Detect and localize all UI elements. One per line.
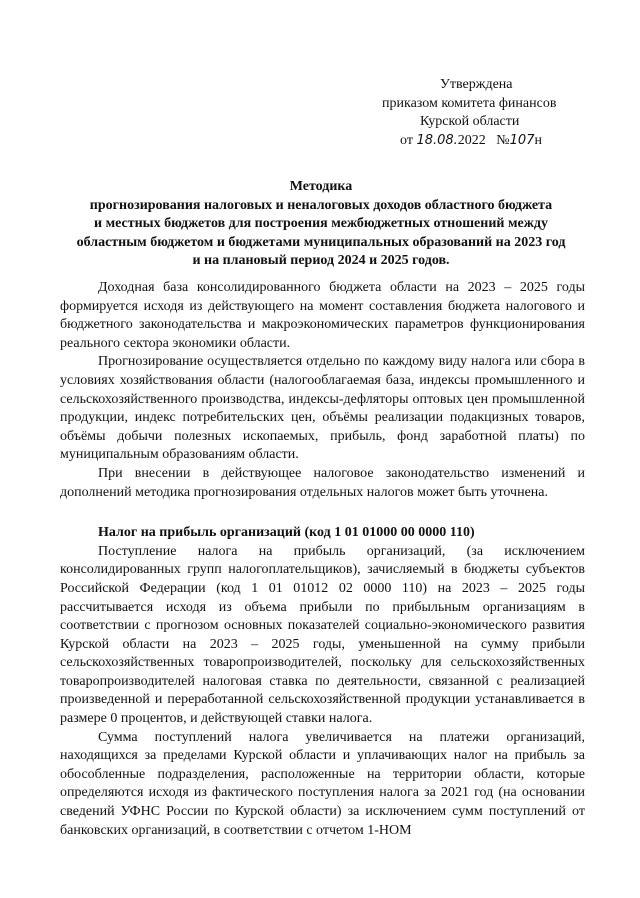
approval-line-order: приказом комитета финансов <box>382 95 557 111</box>
paragraph-profit-tax-calculation: Поступление налога на прибыль организаций, (за исключением консолидированных групп налогоплательщиков), зачисляемый в бюджеты субъектов Российской Федерации (код 1 01 01012 02 0000 110) на 2023 – 2025 годы рассчитывается исходя из объема прибыли по прибыльным организациям в соответствии с прогнозом основных показателей социально-экономического развития Курской области на 2023 – 2025 годы, уменьшенной на сумму прибыли сельскохозяйственных товаропроизводителей, поскольку для сельскохозяйственных товаропроизводителей налоговая ставка по деятельности, связанной с реализацией произведенной и переработанной сельскохозяйственной продукции устанавливается в размере 0 процентов, и действующей ставки налога. <box>60 543 585 727</box>
approval-line-date <box>380 132 590 151</box>
approval-line-region: Курской области <box>420 114 520 129</box>
approval-from-label: от <box>400 132 413 148</box>
title-line-4: областным бюджетом и бюджетами муниципальных образований на 2023 год <box>76 234 566 250</box>
title-line-5: и на плановый период 2024 и 2025 годов. <box>192 253 450 269</box>
approval-number-sign: № <box>496 132 510 148</box>
paragraph-forecasting: Прогнозирование осуществляется отдельно по каждому виду налога или сбора в условиях хозяйствования области (налогооблагаемая база, индексы промышленного и сельскохозяйственного производства, индексы-дефляторы оптовых цен промышленной продукции, индекс потребительских цен, объёмы реализации подакцизных товаров, объёмы добычи полезных ископаемых, прибыль, фонд заработной платы) по муниципальным образованиям области. <box>60 354 585 463</box>
approval-year: 2022 <box>457 132 486 148</box>
document-title <box>60 178 582 271</box>
approval-number-suffix: н <box>534 132 542 148</box>
title-line-1: Методика <box>289 179 353 194</box>
approval-line-approved: Утверждена <box>440 77 513 92</box>
approval-handwritten-number: 107 <box>509 132 535 148</box>
section-heading-profit-tax: Налог на прибыль организаций (код 1 01 01000 00 0000 110) <box>98 525 475 541</box>
paragraph-revenue-base: Доходная база консолидированного бюджета области на 2023 – 2025 годы формируется исходя из действующего на момент составления бюджета налогового и бюджетного законодательства и макроэкономических параметров функционирования реального сектора экономики области. <box>60 280 585 351</box>
title-line-2: прогнозирования налоговых и неналоговых доходов областного бюджета <box>89 197 553 213</box>
title-line-3: и местных бюджетов для построения межбюджетных отношений между <box>94 216 548 232</box>
paragraph-profit-tax-increase: Сумма поступлений налога увеличивается на платежи организаций, находящихся за пределами Курской области и уплачивающих налог на прибыль за обособленные подразделения, расположенные на территории области, которые определяются исходя из фактического поступления налога за 2021 год (на основании сведений УФНС России по Курской области) за исключением сумм поступлений от банковских организаций, в соответствии с отчетом 1-НОМ <box>60 729 585 838</box>
paragraph-legislation-changes: При внесении в действующее налоговое законодательство изменений и дополнений методика прогнозирования отдельных налогов может быть уточнена. <box>60 465 585 500</box>
approval-handwritten-date: 18.08. <box>416 132 458 148</box>
approval-stamp <box>380 76 590 150</box>
document-body <box>60 279 585 840</box>
